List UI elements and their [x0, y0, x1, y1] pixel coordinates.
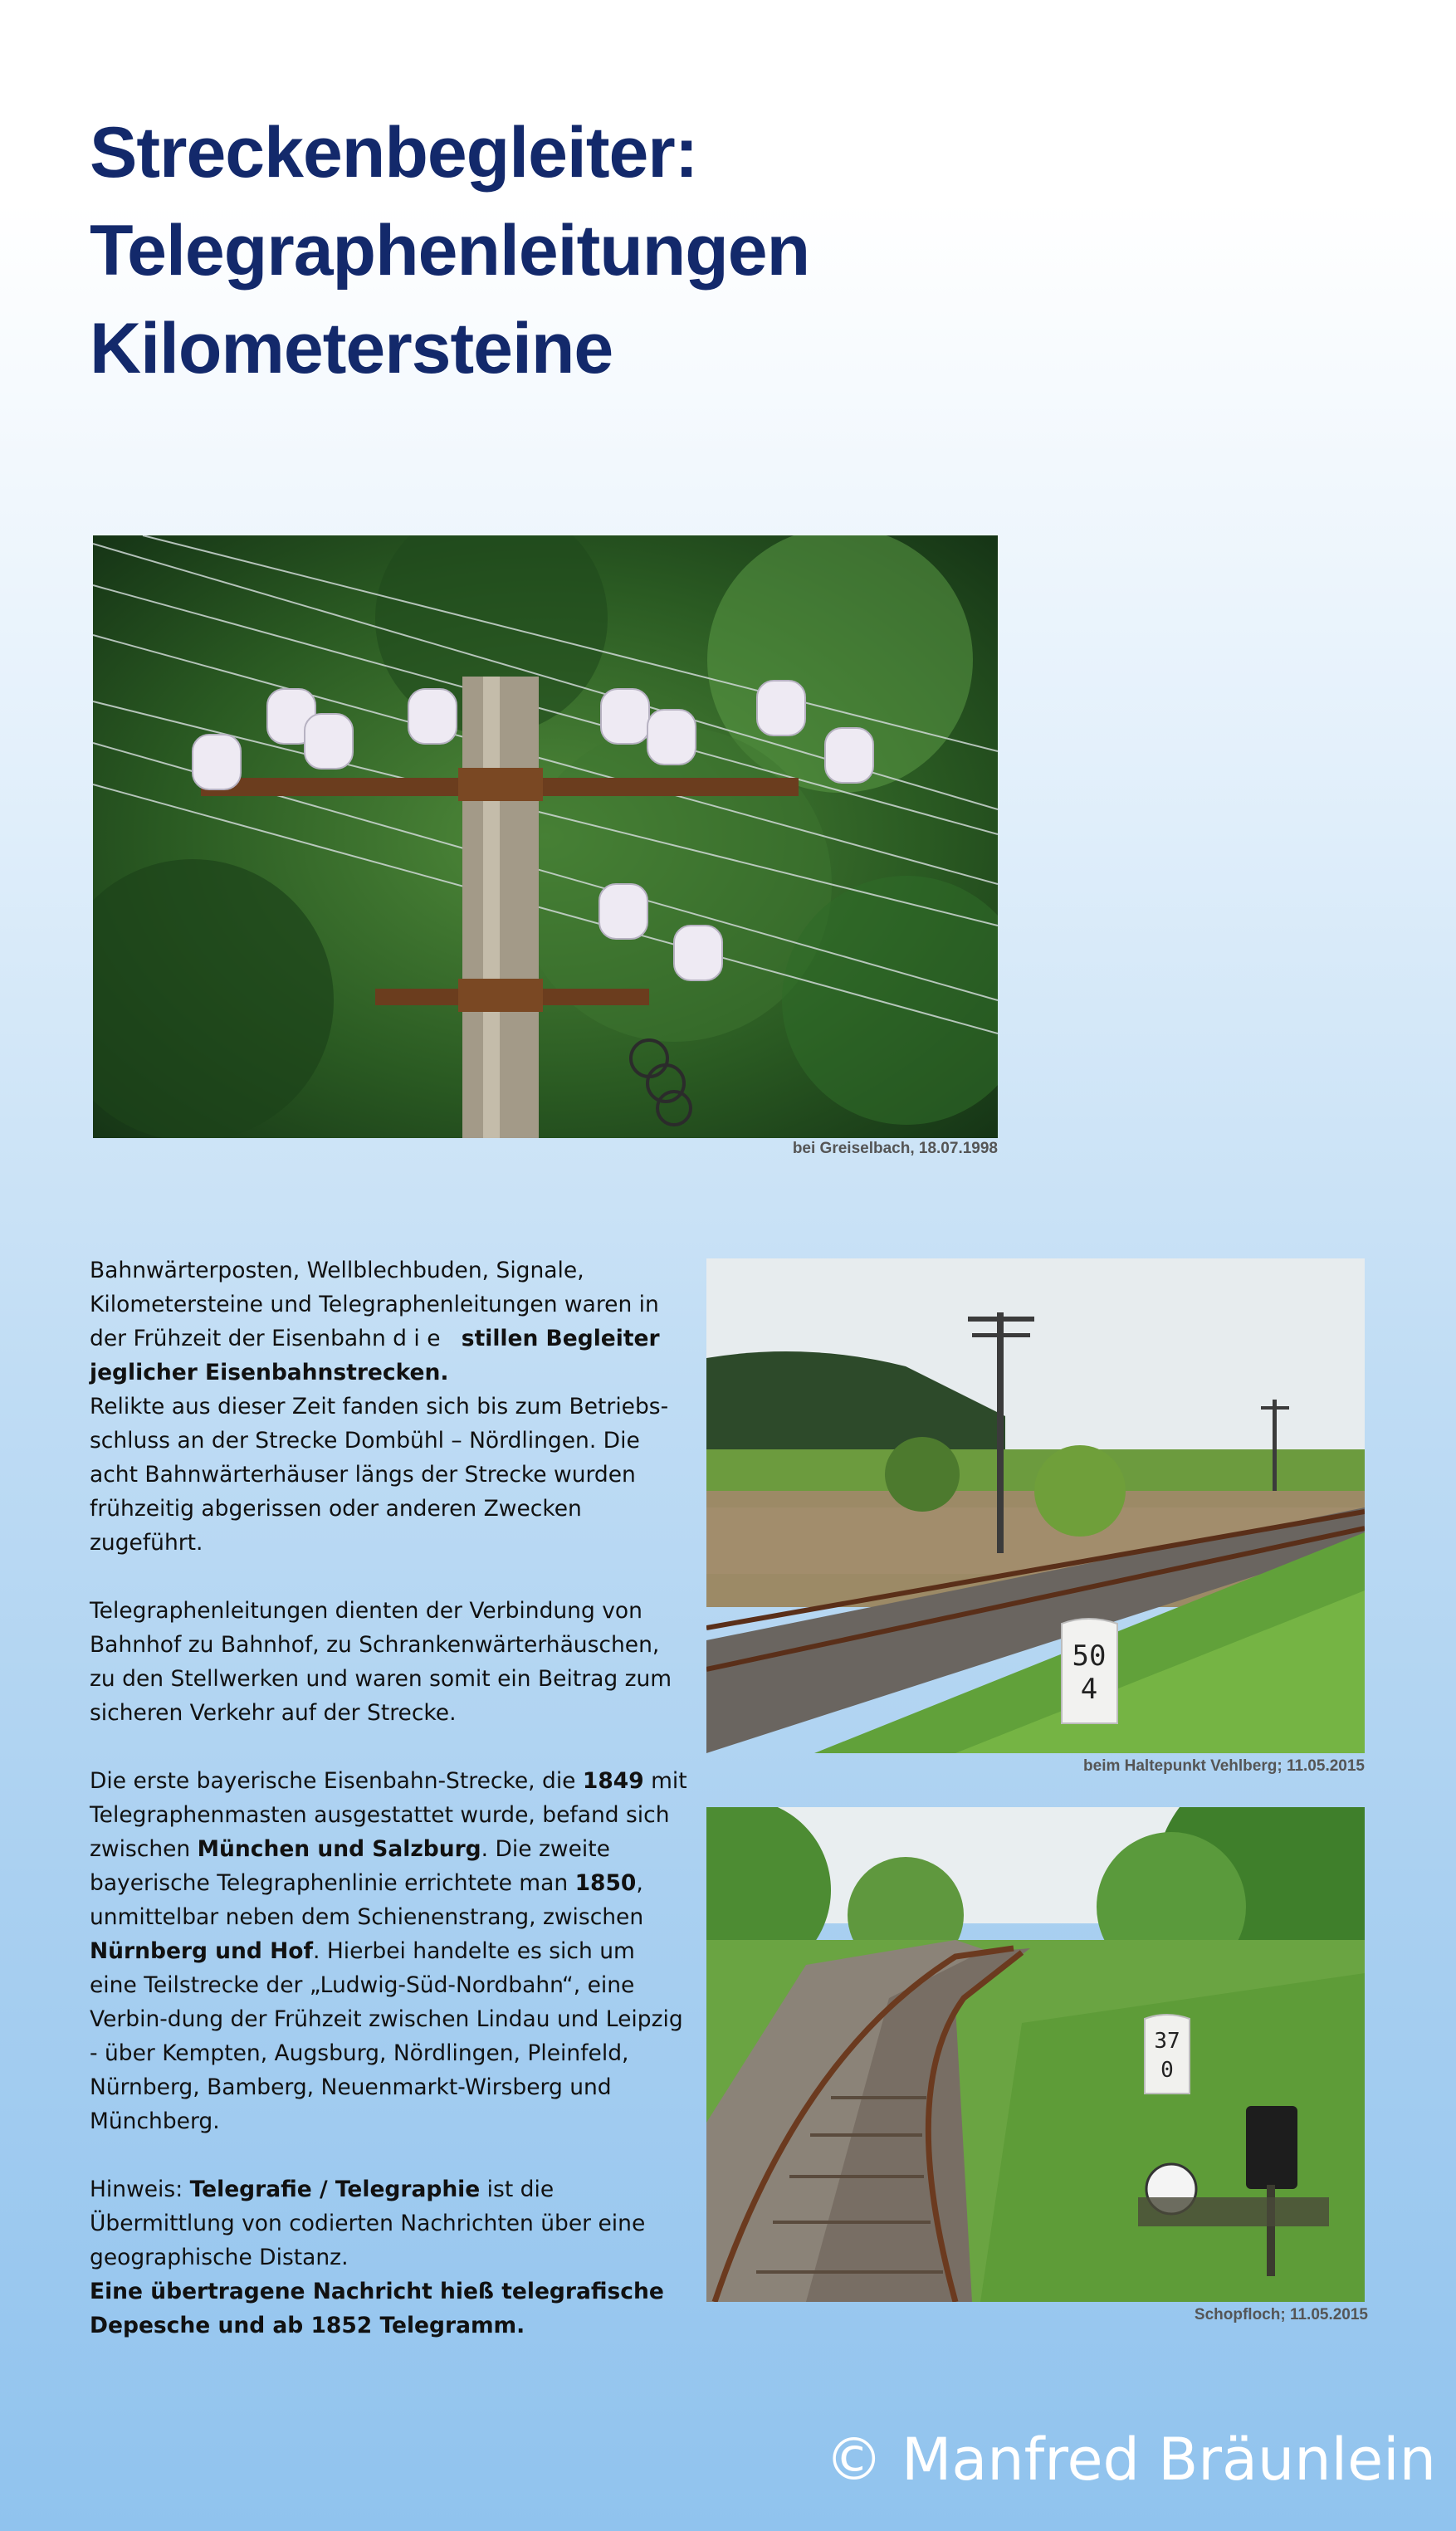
title-line-2: Telegraphenleitungen	[90, 211, 810, 291]
title-line-3: Kilometersteine	[90, 309, 613, 388]
paragraph-4: Hinweis: Telegrafie / Telegraphie ist die Übermittlung von codierten Nachrichten über eine geographische Distanz. Eine übertragene Nachricht hieß telegrafische Depesche und ab 1852 Telegramm.	[90, 2177, 664, 2338]
paragraph-2: Telegraphenleitungen dienten der Verbindung von Bahnhof zu Bahnhof, zu Schrankenwärterhäuschen, zu den Stellwerken und waren somit ein Beitrag zum sicheren Verkehr auf der Strecke.	[90, 1598, 672, 1726]
telegraph-insulators-photo	[93, 535, 998, 1138]
paragraph-3: Die erste bayerische Eisenbahn-Strecke, die 1849 mit Telegraphenmasten ausgestattet wurde, befand sich zwischen München und Salzburg. Die zweite bayerische Telegraphenlinie errichtete man 1850, unmittelbar neben dem Schienenstrang, zwischen Nürnberg und Hof. Hierbei handelte es sich um eine Teilstrecke der „Ludwig-Süd-Nordbahn“, eine Verbin-dung der Frühzeit zwischen Lindau und Leipzig - über Kempten, Augsburg, Nördlingen, Pleinfeld, Nürnberg, Bamberg, Neuenmarkt-Wirsberg und Münchberg.	[90, 1768, 687, 2134]
copyright-notice: © Manfred Bräunlein	[824, 2426, 1436, 2494]
stone-number-bottom: 0	[1160, 2058, 1174, 2083]
stone-number-bottom: 4	[1080, 1673, 1098, 1706]
photo-caption: bei Greiselbach, 18.07.1998	[792, 1140, 998, 1157]
paragraph-1: Bahnwärterposten, Wellblechbuden, Signale, Kilometersteine und Telegraphenleitungen waren in der Frühzeit der Eisenbahn d i e stillen Begleiter jeglicher Eisenbahnstrecken. Relikte aus dieser Zeit fanden sich bis zum Betriebs-schluss an der Strecke Dombühl – Nördlingen. Die acht Bahnwärterhäuser längs der Strecke wurden frühzeitig abgerissen oder anderen Zwecken zugeführt.	[90, 1258, 669, 1556]
body-text	[90, 1253, 687, 2377]
photo-caption: Schopfloch; 11.05.2015	[1194, 2306, 1368, 2323]
kilometer-stone-50-4-photo	[706, 1258, 1365, 1753]
title-line-1: Streckenbegleiter:	[90, 113, 698, 193]
kilometer-stone-37-0-photo	[706, 1807, 1365, 2302]
stone-number-top: 37	[1154, 2029, 1180, 2054]
page-title	[90, 104, 920, 398]
stone-number-top: 50	[1072, 1639, 1107, 1673]
photo-caption: beim Haltepunkt Vehlberg; 11.05.2015	[1083, 1757, 1365, 1775]
